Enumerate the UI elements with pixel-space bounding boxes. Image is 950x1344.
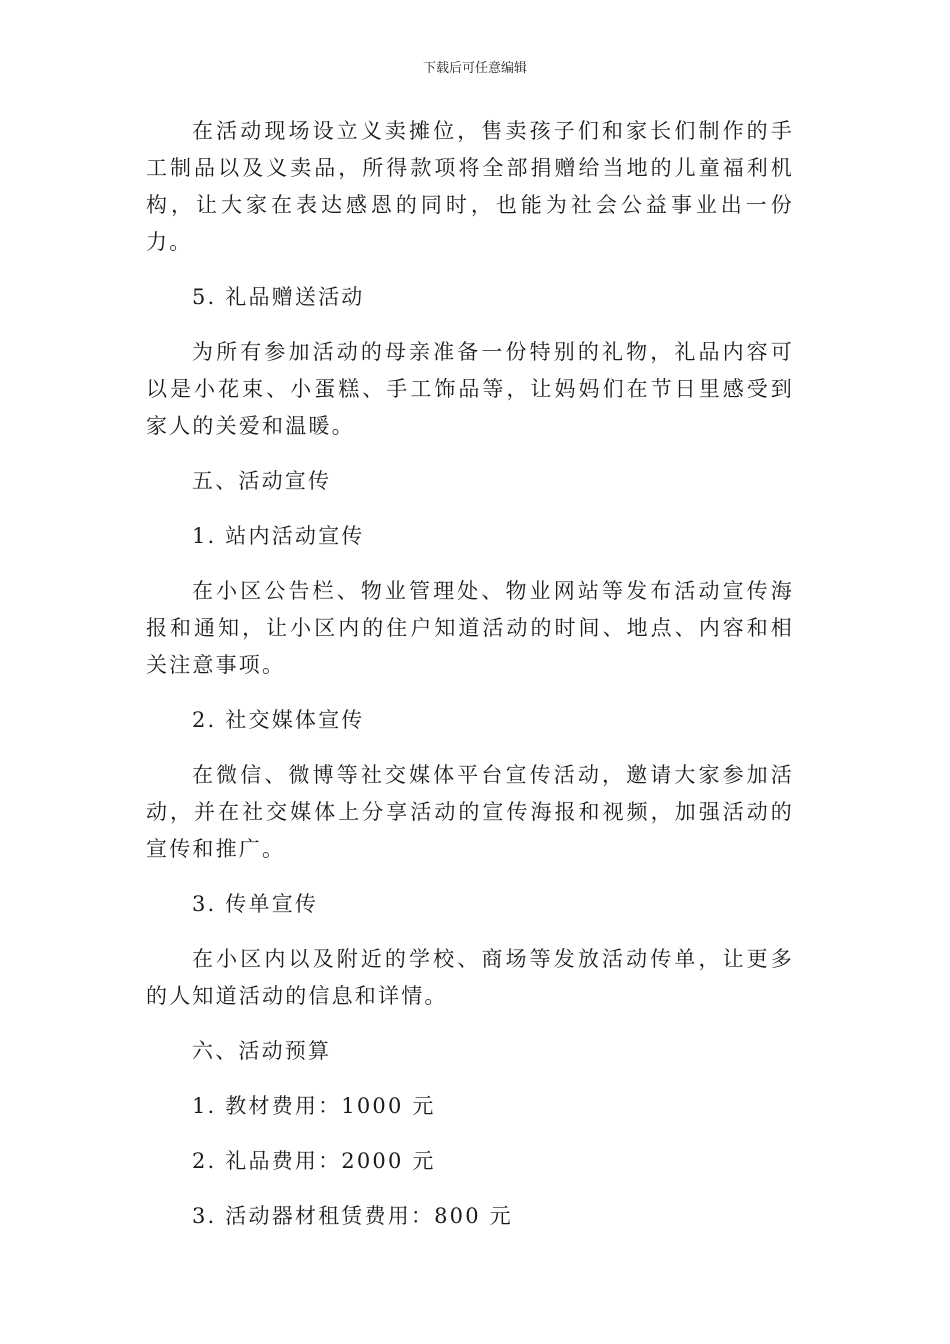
- paragraph-flyer: 在小区内以及附近的学校、商场等发放活动传单，让更多的人知道活动的信息和详情。: [146, 947, 794, 1008]
- budget-item-materials: 1. 教材费用：1000 元: [192, 1094, 436, 1118]
- page-header: 下载后可任意编辑: [422, 61, 527, 76]
- heading-social-media: 2. 社交媒体宣传: [192, 708, 365, 732]
- paragraph-gift-details: 为所有参加活动的母亲准备一份特别的礼物，礼品内容可以是小花束、小蛋糕、手工饰品等，让妈妈们在节日里感受到家人的关爱和温暖。: [146, 340, 794, 438]
- section-heading-budget: 六、活动预算: [192, 1039, 332, 1063]
- budget-item-gifts: 2. 礼品费用：2000 元: [192, 1149, 436, 1173]
- document-body: [146, 113, 794, 1235]
- paragraph-social-media: 在微信、微博等社交媒体平台宣传活动，邀请大家参加活动，并在社交媒体上分享活动的宣传海报和视频，加强活动的宣传和推广。: [146, 763, 794, 861]
- paragraph-onsite-promotion: 在小区公告栏、物业管理处、物业网站等发布活动宣传海报和通知，让小区内的住户知道活动的时间、地点、内容和相关注意事项。: [146, 579, 794, 677]
- heading-flyer: 3. 传单宣传: [192, 892, 319, 916]
- heading-onsite-promotion: 1. 站内活动宣传: [192, 524, 365, 548]
- heading-gift-activity: 5. 礼品赠送活动: [192, 285, 365, 309]
- budget-item-equipment: 3. 活动器材租赁费用：800 元: [192, 1204, 513, 1228]
- paragraph-charity-sale: 在活动现场设立义卖摊位，售卖孩子们和家长们制作的手工制品以及义卖品，所得款项将全部捐赠给当地的儿童福利机构，让大家在表达感恩的同时，也能为社会公益事业出一份力。: [146, 119, 794, 254]
- section-heading-promotion: 五、活动宣传: [192, 469, 332, 493]
